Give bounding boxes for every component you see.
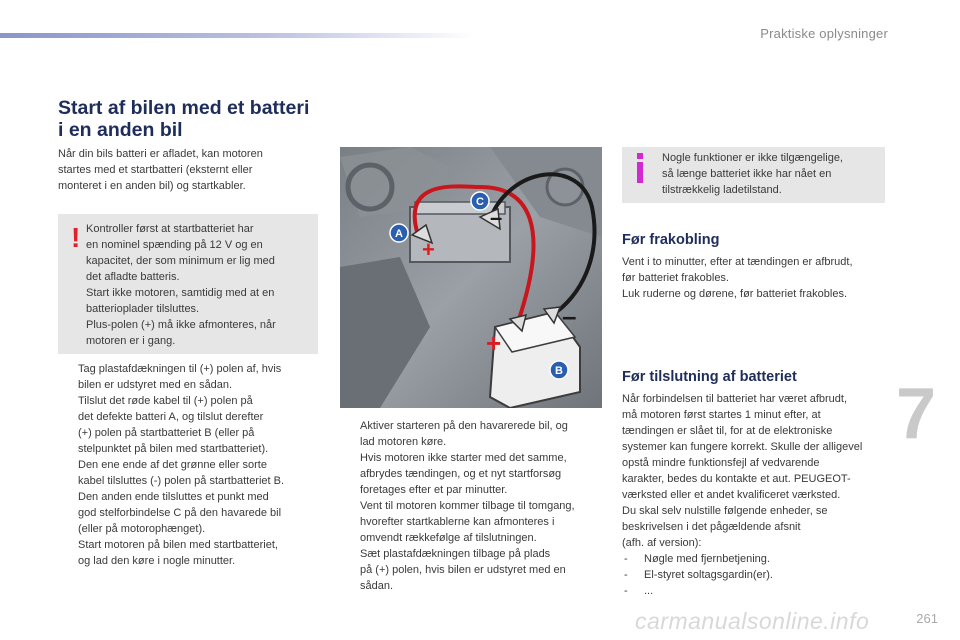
info-box [622, 147, 885, 203]
list-item [622, 567, 897, 583]
step-line: Den anden ende tilsluttes et punkt med [78, 491, 269, 503]
step-item [58, 537, 330, 569]
step-line: det defekte batteri A, og tilslut derefter [78, 411, 264, 423]
body-line: opstå mindre funktionsfejl af vedvarende [622, 457, 820, 469]
warning-box [58, 214, 318, 354]
list-item-text: El-styret soltagsgardin(er). [644, 569, 773, 581]
body-line: Du skal selv nulstille følgende enheder, se [622, 505, 828, 517]
dash-bullet: - [624, 553, 628, 565]
step-line: god stelforbindelse C på den havarede bil [78, 507, 282, 519]
chapter-number: 7 [895, 374, 936, 454]
page-title [58, 97, 328, 141]
body-line: (afh. af version): [622, 537, 702, 549]
page-number: 261 [916, 611, 938, 626]
step-line: kabel tilsluttes (-) polen på startbatteriet B. [78, 475, 285, 487]
step-line: bilen er udstyret med en sådan. [78, 379, 233, 391]
intro-line: startes med et startbatteri (eksternt eller [58, 164, 253, 176]
body-line: værksted eller et andet kvalificeret værksted. [622, 489, 841, 501]
step-line: på (+) polen, hvis bilen er udstyret med en [360, 564, 566, 576]
label-a: A [395, 228, 403, 240]
step-item [58, 457, 330, 489]
step-line: og lad den køre i nogle minutter. [78, 555, 236, 567]
dash-bullet: - [624, 569, 628, 581]
warning-line: Start ikke motoren, samtidig med at en [86, 287, 275, 299]
plus-sign: + [422, 237, 435, 262]
warning-line: motoren er i gang. [86, 335, 176, 347]
list-item [622, 583, 897, 599]
step-item [58, 489, 330, 537]
section-heading: Før frakobling [622, 232, 720, 248]
step-line: (+) polen på startbatteriet B (eller på [78, 427, 255, 439]
step-line: lad motoren køre. [360, 436, 447, 448]
step-line: sådan. [360, 580, 394, 592]
steps-left [58, 361, 330, 569]
step-line: stelpunktet på bilen med startbatteriet). [78, 443, 269, 455]
section-tilslutning [622, 369, 897, 599]
warning-line: det afladte batteris. [86, 271, 180, 283]
label-b: B [555, 365, 563, 377]
minus-sign: – [562, 301, 577, 331]
list-item-text: Nøgle med fjernbetjening. [644, 553, 770, 565]
step-item [340, 498, 608, 546]
warning-line: en nominel spænding på 12 V og en [86, 239, 263, 251]
title-line-1: Start af bilen med et batteri [58, 97, 310, 119]
section-heading: Før tilslutning af batteriet [622, 369, 797, 385]
header-accent-bar [0, 33, 475, 38]
warning-line: batterioplader tilsluttes. [86, 303, 200, 315]
reset-list [622, 551, 897, 599]
step-line: Den ene ende af det grønne eller sorte [78, 459, 267, 471]
intro-paragraph [58, 146, 328, 194]
section-body [622, 254, 897, 302]
body-line: Luk ruderne og dørene, før batteriet frakobles. [622, 288, 848, 300]
warning-text [86, 221, 311, 349]
step-item [340, 546, 608, 594]
engine-bay-svg [340, 147, 602, 408]
list-item-text: ... [644, 585, 654, 597]
step-line: Tag plastafdækningen til (+) polen af, hvis [78, 363, 282, 375]
section-frakobling [622, 232, 897, 302]
intro-line: Når din bils batteri er afladet, kan motoren [58, 148, 263, 160]
step-line: Sæt plastafdækningen tilbage på plads [360, 548, 551, 560]
watermark: carmanualsonline.info [635, 608, 870, 634]
info-text [662, 150, 882, 198]
step-line: afbrydes tændingen, og et nyt startforsøg [360, 468, 562, 480]
step-line: Aktiver starteren på den havarerede bil, og [360, 420, 568, 432]
title-line-2: i en anden bil [58, 119, 183, 141]
info-icon [636, 153, 644, 183]
dash-bullet: - [624, 585, 628, 597]
list-item [622, 551, 897, 567]
warning-line: kapacitet, der som minimum er lig med [86, 255, 275, 267]
step-item [58, 361, 330, 393]
step-line: Start motoren på bilen med startbatteriet, [78, 539, 278, 551]
minus-sign: – [490, 205, 503, 230]
body-line: Når forbindelsen til batteriet har været afbrudt, [622, 393, 848, 405]
section-body [622, 391, 897, 599]
label-c: C [476, 196, 484, 208]
body-line: tændingen er slået til, for at de elektroniske [622, 425, 833, 437]
step-line: (eller på motorophænget). [78, 523, 206, 535]
body-line: systemer kan fungere korrekt. Skulle der alligevel [622, 441, 863, 453]
body-line: beskrivelsen i det pågældende afsnit [622, 521, 801, 533]
step-item [340, 418, 608, 498]
body-line: må motoren først startes 1 minut efter, at [622, 409, 821, 421]
jump-start-illustration [340, 147, 602, 408]
step-line: foretages efter et par minutter. [360, 484, 508, 496]
step-line: Vent til motoren kommer tilbage til tomgang, [360, 500, 575, 512]
step-line: Hvis motoren ikke starter med det samme, [360, 452, 567, 464]
step-line: hvorefter startkablerne kan afmonteres i [360, 516, 555, 528]
body-line: før batteriet frakobles. [622, 272, 729, 284]
step-line: omvendt rækkefølge af tilslutningen. [360, 532, 537, 544]
section-title: Praktiske oplysninger [760, 26, 888, 41]
step-line: Tilslut det røde kabel til (+) polen på [78, 395, 253, 407]
step-item [58, 393, 330, 457]
warning-line: Plus-polen (+) må ikke afmonteres, når [86, 319, 276, 331]
warning-line: Kontroller først at startbatteriet har [86, 223, 254, 235]
steps-middle [340, 418, 608, 594]
info-line: tilstrækkelig ladetilstand. [662, 184, 782, 196]
info-line: så længe batteriet ikke har nået en [662, 168, 832, 180]
intro-line: monteret i en anden bil) og startkabler. [58, 180, 246, 192]
info-line: Nogle funktioner er ikke tilgængelige, [662, 152, 843, 164]
warning-icon: ! [71, 222, 81, 253]
body-line: Vent i to minutter, efter at tændingen er afbrudt, [622, 256, 853, 268]
plus-sign: + [486, 328, 502, 358]
body-line: karakter, bedes du kontakte et aut. PEUGEOT- [622, 473, 851, 485]
